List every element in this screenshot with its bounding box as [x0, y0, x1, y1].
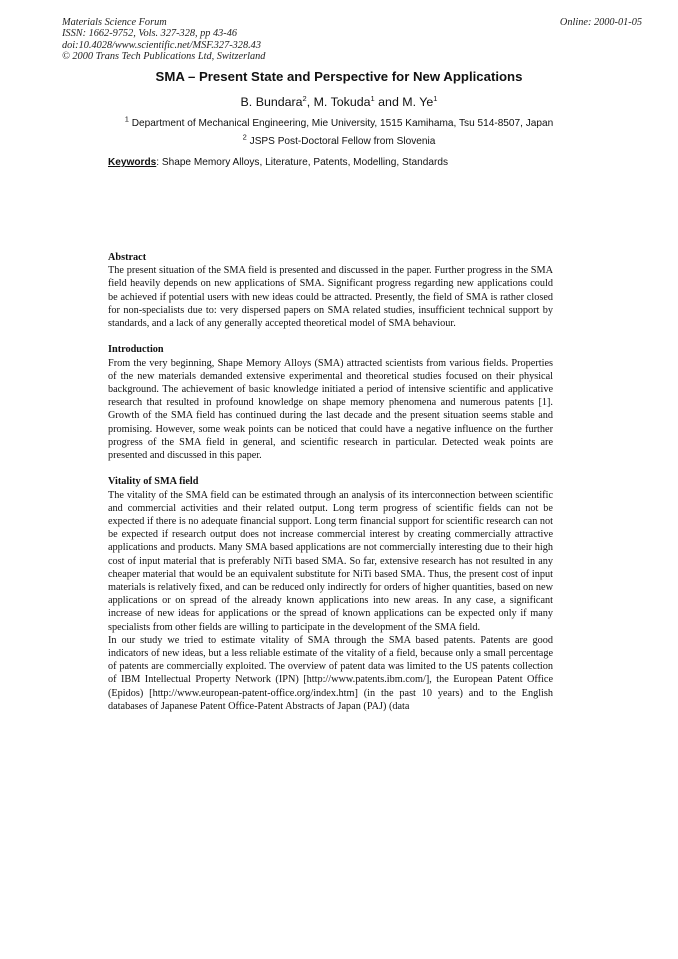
- author-list: [0, 95, 678, 109]
- author-affiliation-mark: 2: [302, 93, 307, 103]
- abstract-heading: Abstract: [108, 252, 147, 263]
- affiliation-text: Department of Mechanical Engineering, Mie University, 1515 Kamihama, Tsu 514-8507, Japan: [131, 118, 554, 129]
- copyright-line: © 2000 Trans Tech Publications Ltd, Switzerland: [62, 51, 266, 63]
- journal-header: [62, 17, 265, 63]
- author-separator: and: [374, 95, 403, 109]
- vitality-paragraph-2: In our study we tried to estimate vitality of SMA through the SMA based patents. Patents are good indicators of new ideas, but a less reliable estimate of the vitality of a field, because only a small percentage of patents are commercially exploited. The overview of patent data was limited to the US patents collection of IBM Intellectual Property Network (IPN) [http://www.patents.ibm.com/], the European Patent Office (Epidos) [http://www.european-patent-office.org/index.htm] (in the past 10 years) and to the English databases of Japanese Patent Office-Patent Abstracts of Japan (PAJ) (data: [108, 634, 553, 712]
- journal-name: Materials Science Forum: [62, 17, 167, 28]
- keywords-line: [108, 157, 448, 168]
- author-name: M. Ye: [402, 95, 434, 109]
- paper-title: SMA – Present State and Perspective for New Applications: [155, 69, 523, 84]
- author-separator: ,: [306, 95, 314, 109]
- doi-line: doi:10.4028/www.scientific.net/MSF.327-328.43: [62, 39, 261, 51]
- affiliation-text: JSPS Post-Doctoral Fellow from Slovenia: [249, 136, 436, 147]
- vitality-paragraph-1: The vitality of the SMA field can be estimated through an analysis of its interconnection between scientific and commercial activities and their related output. Long term progress of scientific fields can not be expected if there is no adequate financial support. Long term financial support for scientific research can not be expected if research output does not increase commercial interest by creating commercially attractive applications and products. Many SMA based applications are not commercially interesting due to their high cost of input material that is preferably NiTi based SMA. So far, extensive research has not resulted in any cheaper material that would be an equivalent substitute for NiTi based SMA. Thus, the present cost of input materials is relatively fixed, and can be reduced only indirectly for orders of higher quantities, based on new applications or on spread of the already known applications into new areas. In any case, a significant increase of new ideas for applications or the spread of known applications can be expected only if many specialists from other fields are willing to participate in the development of the SMA field.: [108, 489, 553, 633]
- issn-line: ISSN: 1662-9752, Vols. 327-328, pp 43-46: [62, 28, 238, 40]
- introduction-paragraph: From the very beginning, Shape Memory Alloys (SMA) attracted scientists from various fields. Properties of the new materials demanded extensive experimental and theoretical studies focused on their physical background. The achievement of basic knowledge initiated a period of intensive scientific and applicative research that resulted in profound knowledge on shape memory phenomena and numerous patents [1]. Growth of the SMA field has continued during the last decade and the present situation seems stable and promising. However, some weak points can be noticed that could have a negative influence on the further progress of the SMA field in general, and scientific research in particular. Detected weak points are presented and discussed in this paper.: [108, 357, 553, 462]
- keywords-label: Keywords: [108, 157, 157, 168]
- affiliation-mark: 2: [242, 132, 247, 142]
- affiliation-mark: 1: [124, 114, 129, 124]
- author-affiliation-mark: 1: [370, 93, 375, 103]
- author-name: M. Tokuda: [313, 95, 371, 109]
- online-date: Online: 2000-01-05: [559, 17, 642, 28]
- affiliation-2: [0, 132, 678, 147]
- author-affiliation-mark: 1: [433, 93, 438, 103]
- paper-body: [108, 251, 553, 713]
- affiliation-1: [0, 114, 678, 129]
- introduction-heading: Introduction: [108, 344, 164, 356]
- abstract-paragraph: The present situation of the SMA field is presented and discussed in the paper. Further progress in the SMA field heavily depends on new applications of SMA. Significant progress regarding new applications could be achieved if potential users with new ideas could be attracted. Presently, the field of SMA is rather closed for non-specialists due to: very dispersed papers on SMA related studies, insufficient technical support by standards, and a lack of any generally accepted theoretical model of SMA behaviour.: [108, 265, 553, 330]
- vitality-heading: Vitality of SMA field: [108, 476, 199, 488]
- keywords-text: : Shape Memory Alloys, Literature, Patents, Modelling, Standards: [156, 157, 448, 168]
- author-name: B. Bundara: [240, 95, 303, 109]
